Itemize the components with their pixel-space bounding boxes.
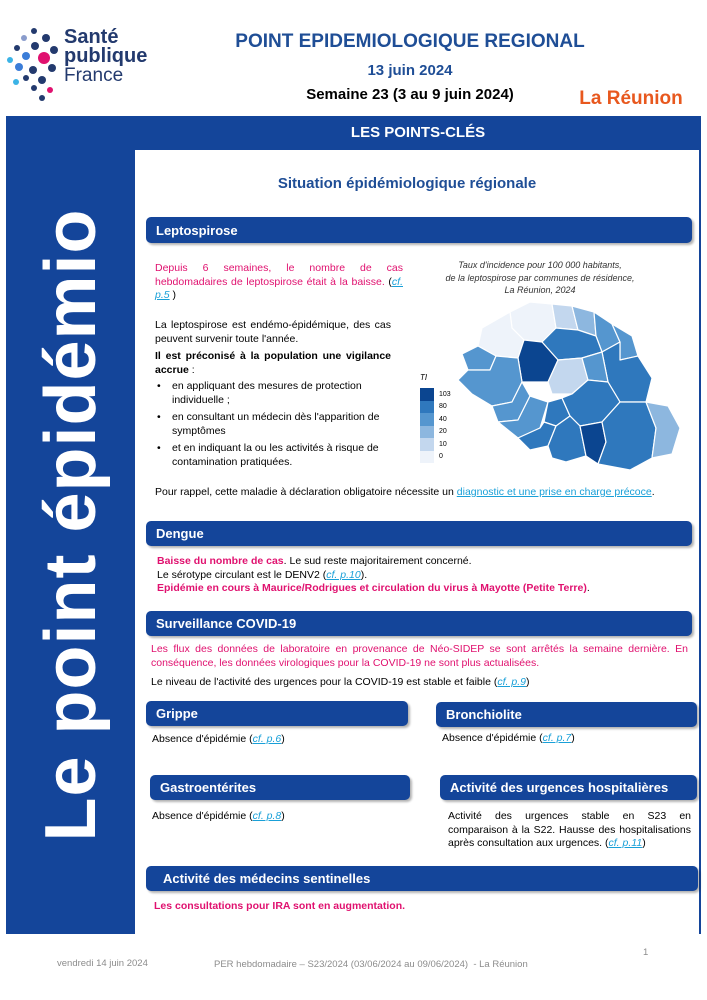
lepto-reminder-link[interactable]: diagnostic et une prise en charge précoce [456, 486, 652, 498]
dengue-title: Dengue [156, 526, 204, 541]
key-points-bar: LES POINTS-CLÉS [135, 116, 701, 150]
gastro-header [150, 775, 410, 800]
sentinelles-text: Les consultations pour IRA sont en augmentation. [154, 900, 406, 912]
gastro-ref-link[interactable]: cf. p.8 [252, 810, 282, 822]
gastro-text-end: ) [281, 810, 285, 822]
header-week: Semaine 23 (3 au 9 juin 2024) [306, 86, 514, 103]
covid-p1: Les flux des données de laboratoire en provenance de Néo-SIDEP se sont arrêtés la semaine dernière. En conséquence, les données virologiques pour la COVID-19 ne sont plus actualisées. [151, 643, 688, 669]
urgences-text-end: ) [642, 837, 646, 849]
map-legend [420, 373, 470, 463]
dengue-l2: Le sérotype circulant est le DENV2 ( [157, 568, 327, 581]
dengue-line2 [157, 569, 687, 583]
urgences-header [440, 775, 697, 800]
legend-swatch [420, 426, 434, 439]
dengue-l1-rest: . Le sud reste majoritairement concerné. [283, 555, 472, 567]
list-item: • en consultant un médecin dès l'apparition de symptômes [155, 411, 395, 438]
legend-title: TI [420, 373, 428, 382]
list-item: • en appliquant des mesures de protection individuelle ; [155, 380, 395, 407]
dengue-l1-bold: Baisse du nombre de cas [157, 555, 284, 567]
grippe-text [152, 733, 402, 747]
footer-center: PER hebdomadaire – S23/2024 (03/06/2024 au 09/06/2024) - La Réunion [214, 959, 528, 970]
gastro-text [152, 810, 402, 824]
dengue-line3 [157, 582, 687, 596]
legend-swatch [420, 401, 434, 414]
grippe-ref-link[interactable]: cf. p.6 [252, 733, 282, 745]
covid-ref-link[interactable]: cf. p.9 [497, 676, 526, 688]
sidebar [6, 116, 135, 934]
covid-header [146, 611, 692, 636]
urgences-title: Activité des urgences hospitalières [450, 780, 669, 795]
header-date: 13 juin 2024 [367, 62, 453, 79]
footer-date: vendredi 14 juin 2024 [57, 958, 148, 969]
dengue-line1 [157, 555, 687, 569]
map-caption-line2: de la leptospirose par communes de résidence, [445, 272, 635, 283]
lepto-bullets [155, 380, 395, 473]
lepto-alert-ref-close: ) [169, 289, 177, 301]
legend-label: 0 [439, 453, 443, 461]
lepto-header [146, 217, 692, 243]
legend-label: 103 [439, 390, 451, 398]
header-region: La Réunion [579, 88, 683, 109]
map-caption-line3: La Réunion, 2024 [504, 285, 576, 295]
lepto-alert-text: Depuis 6 semaines, le nombre de cas hebdomadaires de leptospirose était à la baisse. [155, 262, 403, 288]
covid-p2 [151, 676, 688, 690]
dengue-l2-end: ). [360, 568, 368, 581]
covid-p2-text: Le niveau de l'activité des urgences pour la COVID-19 est stable et faible ( [151, 676, 498, 688]
legend-swatch [420, 388, 434, 401]
lepto-reminder-end: . [651, 486, 655, 498]
grippe-text-main: Absence d'épidémie ( [152, 733, 253, 745]
covid-p2-end: ) [525, 676, 530, 688]
sentinelles-title: Activité des médecins sentinelles [163, 871, 371, 886]
dengue-body [157, 555, 687, 596]
bronchiolite-text [442, 732, 692, 746]
dengue-l3: Epidémie en cours à Maurice/Rodrigues et circulation du virus à Mayotte (Petite Terre) [157, 582, 587, 594]
list-item: • et en indiquant la ou les activités à risque de contamination pratiquées. [155, 442, 395, 469]
logo-line3: France [64, 65, 124, 86]
logo [6, 26, 156, 102]
lepto-ref-link[interactable]: cf. p.5 [155, 275, 403, 301]
logo-dots-icon [6, 26, 64, 102]
bronchiolite-text-main: Absence d'épidémie ( [442, 732, 543, 744]
urgences-ref-link[interactable]: cf. p.11 [608, 837, 643, 849]
dengue-l3-end: . [586, 582, 590, 594]
map-caption [410, 259, 670, 297]
map-caption-line1: Taux d'incidence pour 100 000 habitants, [458, 260, 622, 270]
sentinelles-header [146, 866, 698, 891]
lepto-p1: La leptospirose est endémo-épidémique, des cas peuvent survenir toute l'année. [155, 319, 391, 345]
grippe-title: Grippe [156, 706, 198, 721]
legend-swatch [420, 438, 434, 451]
urgences-text [448, 810, 691, 851]
lepto-p2 [155, 350, 391, 377]
lepto-reminder-text: Pour rappel, cette maladie à déclaration obligatoire nécessite un [155, 486, 457, 498]
bronchiolite-header [436, 702, 697, 727]
lepto-title: Leptospirose [156, 222, 238, 238]
gastro-text-main: Absence d'épidémie ( [152, 810, 253, 822]
logo-line1: Santé [64, 26, 119, 48]
lepto-p2-text: Il est préconisé à la population une vigilance accrue [155, 350, 391, 376]
logo-line2: publique [64, 45, 148, 67]
covid-title: Surveillance COVID-19 [156, 616, 297, 631]
legend-label: 20 [439, 428, 447, 436]
lepto-p2-colon: : [188, 363, 195, 376]
lepto-alert [155, 262, 403, 303]
grippe-text-end: ) [281, 733, 285, 745]
legend-label: 80 [439, 403, 447, 411]
lepto-reminder [155, 486, 695, 500]
dengue-ref-link[interactable]: cf. p.10 [326, 568, 361, 581]
header-title: POINT EPIDEMIOLOGIQUE REGIONAL [235, 31, 585, 52]
situation-title: Situation épidémiologique régionale [277, 175, 537, 192]
lepto-alert-ref-open: ( [388, 275, 392, 288]
dengue-header [146, 521, 692, 546]
page-number: 1 [643, 947, 649, 958]
bronchiolite-text-end: ) [571, 732, 575, 744]
reunion-map [452, 298, 692, 478]
legend-label: 40 [439, 415, 447, 423]
legend-swatch [420, 413, 434, 426]
sidebar-title: Le point épidémio [30, 208, 111, 842]
bronchiolite-ref-link[interactable]: cf. p.7 [542, 732, 572, 744]
legend-label: 10 [439, 440, 447, 448]
frame-right-border [699, 116, 701, 934]
bronchiolite-title: Bronchiolite [446, 707, 522, 722]
urgences-text-main: Activité des urgences stable en S23 en comparaison à la S22. Hausse des hospitalisations après consultation aux urgences. ( [448, 810, 691, 849]
grippe-header [146, 701, 408, 726]
gastro-title: Gastroentérites [160, 780, 257, 795]
legend-swatch [420, 451, 434, 464]
